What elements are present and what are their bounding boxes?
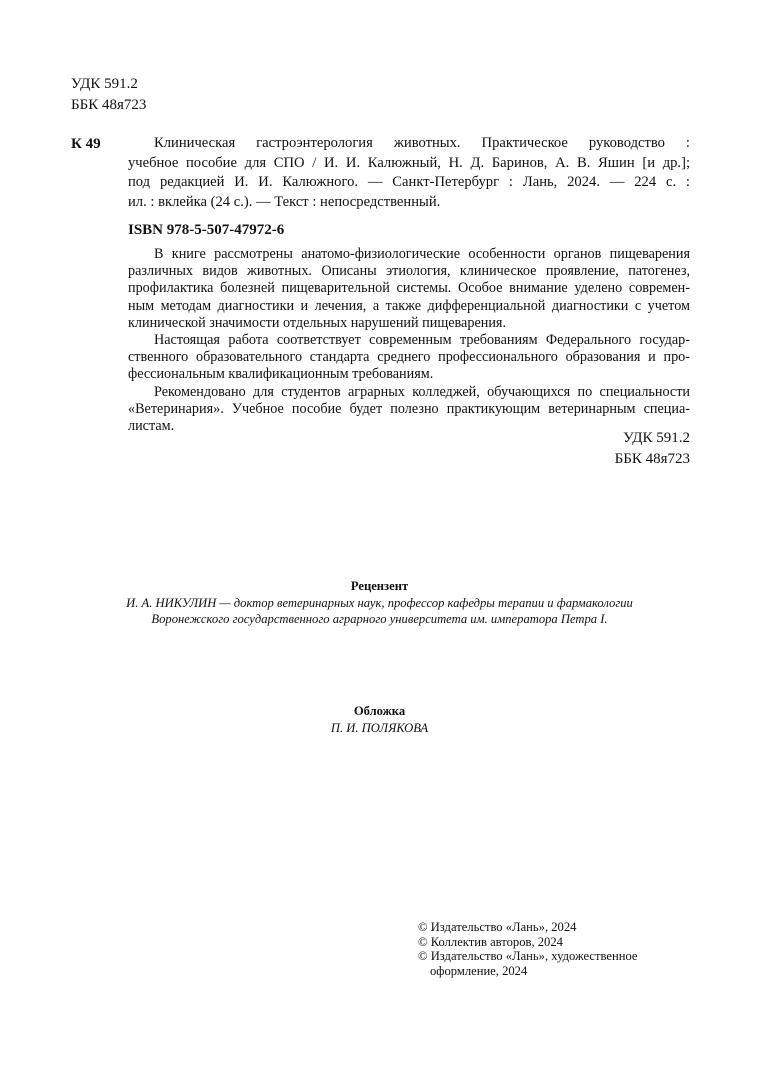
abstract-line: Настоящая работа соответствует современным требованиям Федерального государ-	[154, 332, 690, 349]
biblio-line: учебное пособие для СПО / И. И. Калюжный, Н. Д. Баринов, А. В. Яшин [и др.];	[128, 154, 690, 171]
reviewer-block	[0, 578, 759, 628]
cover-label: Обложка	[353, 704, 406, 718]
abstract-line: клинической значимости отдельных нарушений пищеварения.	[128, 314, 507, 331]
copyright-block	[418, 920, 637, 978]
abstract-line: Рекомендовано для студентов аграрных колледжей, обучающихся по специальности	[154, 383, 690, 400]
abstract-line: «Ветеринария». Учебное пособие будет полезно практикующим ветеринарным специа-	[128, 400, 690, 417]
bibliographic-record	[128, 134, 690, 212]
abstract-line: ным методам диагностики и лечения, а также дифференциальной диагностики с учетом	[128, 297, 690, 314]
abstract-line: ственного образовательного стандарта среднего профессионального образования и про-	[128, 349, 690, 366]
abstract-line: фессиональным квалификационным требованиям.	[128, 366, 434, 383]
udk-code: УДК 591.2	[623, 430, 690, 446]
abstract	[128, 246, 690, 435]
copyright-line: © Издательство «Лань», художественное	[418, 949, 638, 963]
biblio-line: ил. : вклейка (24 с.). — Текст : непосредственный.	[128, 193, 441, 210]
udk-code: УДК 591.2	[71, 76, 138, 92]
copyright-line: © Коллектив авторов, 2024	[418, 934, 563, 949]
copyright-line: © Издательство «Лань», 2024	[418, 920, 577, 934]
cover-block	[0, 703, 759, 736]
reviewer-label: Рецензент	[350, 579, 409, 593]
abstract-line: В книге рассмотрены анатомо-физиологические особенности органов пищеварения	[154, 246, 690, 262]
isbn: ISBN 978-5-507-47972-6	[128, 222, 285, 238]
classification-bottom	[615, 428, 690, 470]
copyright-line: оформление, 2024	[430, 963, 528, 978]
cover-designer: П. И. ПОЛЯКОВА	[330, 720, 429, 735]
bbk-code: ББК 48я723	[614, 451, 690, 467]
biblio-line: под редакцией И. И. Калюжного. — Санкт-Петербург : Лань, 2024. — 224 с. :	[128, 174, 690, 190]
reviewer-line: Воронежского государственного аграрного университета им. императора Петра I.	[151, 612, 608, 626]
abstract-line: листам.	[128, 418, 175, 435]
reviewer-line: И. А. НИКУЛИН — доктор ветеринарных наук, профессор кафедры терапии и фармакологии	[126, 595, 633, 610]
bbk-code: ББК 48я723	[71, 97, 147, 113]
author-mark: К 49	[71, 136, 101, 152]
abstract-line: различных видов животных. Описаны этиология, клиническое проявление, патогенез,	[128, 263, 690, 280]
abstract-line: профилактика болезней пищеварительной системы. Особое внимание уделено современ-	[128, 280, 690, 297]
classification-top	[71, 74, 146, 116]
biblio-line: Клиническая гастроэнтерология животных. Практическое руководство :	[154, 135, 690, 151]
